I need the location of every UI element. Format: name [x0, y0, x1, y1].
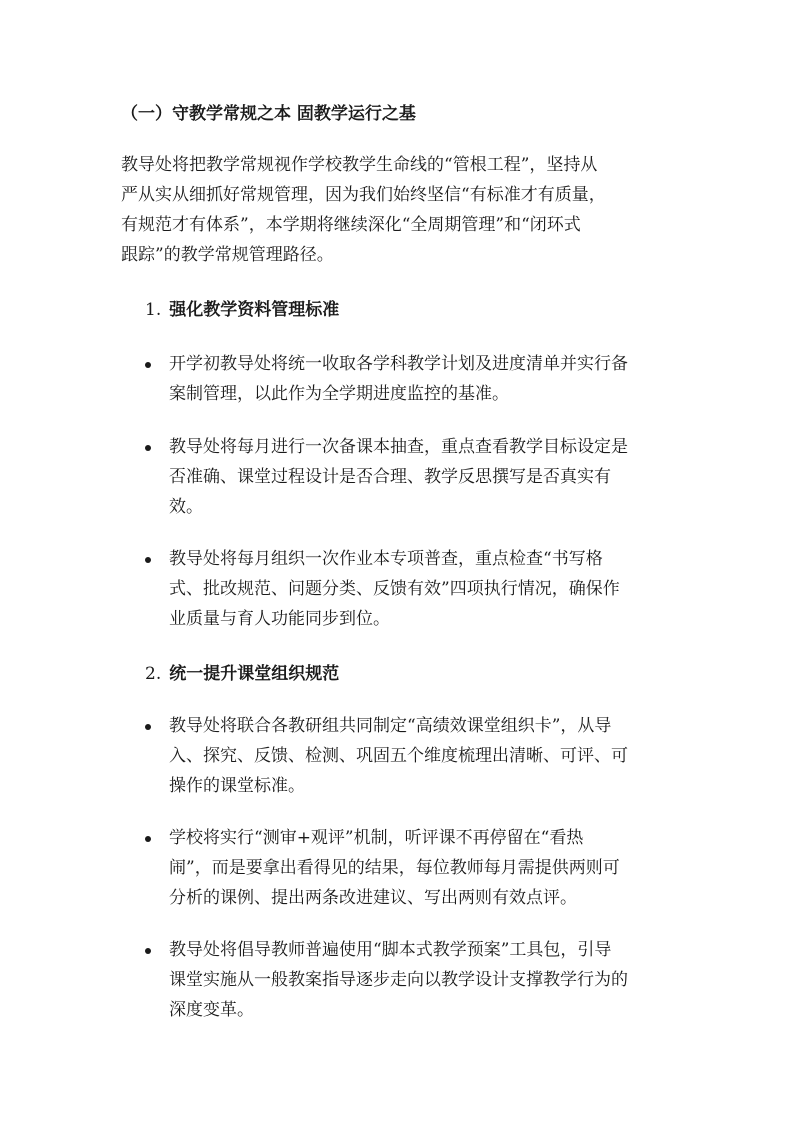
- subsection-number: 2.: [145, 664, 162, 684]
- intro-line: 跟踪”的教学常规管理路径。: [121, 245, 334, 265]
- list-item-line: 入、探究、反馈、检测、巩固五个维度梳理出清晰、可评、可: [169, 746, 628, 766]
- bullet-icon: [145, 445, 151, 451]
- subsection-heading-2: [145, 660, 339, 688]
- intro-line: 教导处将把教学常规视作学校教学生命线的“管根工程”，坚持从: [121, 155, 598, 175]
- list-item-line: 课堂实施从一般教案指导逐步走向以教学设计支撑教学行为的: [169, 970, 628, 990]
- intro-line: 有规范才有体系”，本学期将继续深化“全周期管理”和“闭环式: [121, 215, 581, 235]
- list-item-line: 教导处将每月组织一次作业本专项普查，重点检查“书写格: [169, 549, 603, 569]
- list-item: [145, 823, 685, 913]
- subsection-title: 统一提升课堂组织规范: [169, 664, 340, 684]
- bullet-icon: [145, 836, 151, 842]
- list-item-line: 教导处将倡导教师普遍使用“脚本式教学预案”工具包，引导: [169, 940, 612, 960]
- list-item-line: 业质量与育人功能同步到位。: [169, 609, 390, 629]
- subsection-heading-1: [145, 296, 339, 324]
- list-item-line: 学校将实行“测审+观评”机制，听评课不再停留在“看热: [169, 828, 584, 848]
- subsection-title: 强化教学资料管理标准: [169, 300, 340, 320]
- list-item-line: 教导处将联合各教研组共同制定“高绩效课堂组织卡”，从导: [169, 716, 612, 736]
- bullet-icon: [145, 948, 151, 954]
- list-item-line: 式、批改规范、问题分类、反馈有效”四项执行情况，确保作: [169, 579, 620, 599]
- list-item: [145, 711, 685, 801]
- bullet-icon: [145, 557, 151, 563]
- list-item-line: 开学初教导处将统一收取各学科教学计划及进度清单并实行备: [169, 354, 628, 374]
- bullet-icon: [145, 362, 151, 368]
- section-heading: （一）守教学常规之本 固教学运行之基: [121, 104, 416, 124]
- intro-line: 严从实从细抓好常规管理，因为我们始终坚信“有标准才有质量，: [121, 185, 606, 205]
- list-item-line: 闹”，而是要拿出看得见的结果，每位教师每月需提供两则可: [169, 858, 620, 878]
- list-item: [145, 432, 685, 522]
- list-item: [145, 349, 685, 409]
- intro-paragraph: [121, 150, 681, 270]
- list-item-line: 效。: [169, 497, 203, 517]
- list-item: [145, 935, 685, 1025]
- list-item-line: 否准确、课堂过程设计是否合理、教学反思撰写是否真实有: [169, 467, 611, 487]
- list-item-line: 分析的课例、提出两条改进建议、写出两则有效点评。: [169, 888, 577, 908]
- list-item-line: 操作的课堂标准。: [169, 776, 305, 796]
- list-item: [145, 544, 685, 634]
- subsection-number: 1.: [145, 300, 162, 320]
- list-item-line: 案制管理，以此作为全学期进度监控的基准。: [169, 384, 509, 404]
- bullet-icon: [145, 724, 151, 730]
- list-item-line: 教导处将每月进行一次备课本抽查，重点查看教学目标设定是: [169, 437, 628, 457]
- list-item-line: 深度变革。: [169, 1000, 254, 1020]
